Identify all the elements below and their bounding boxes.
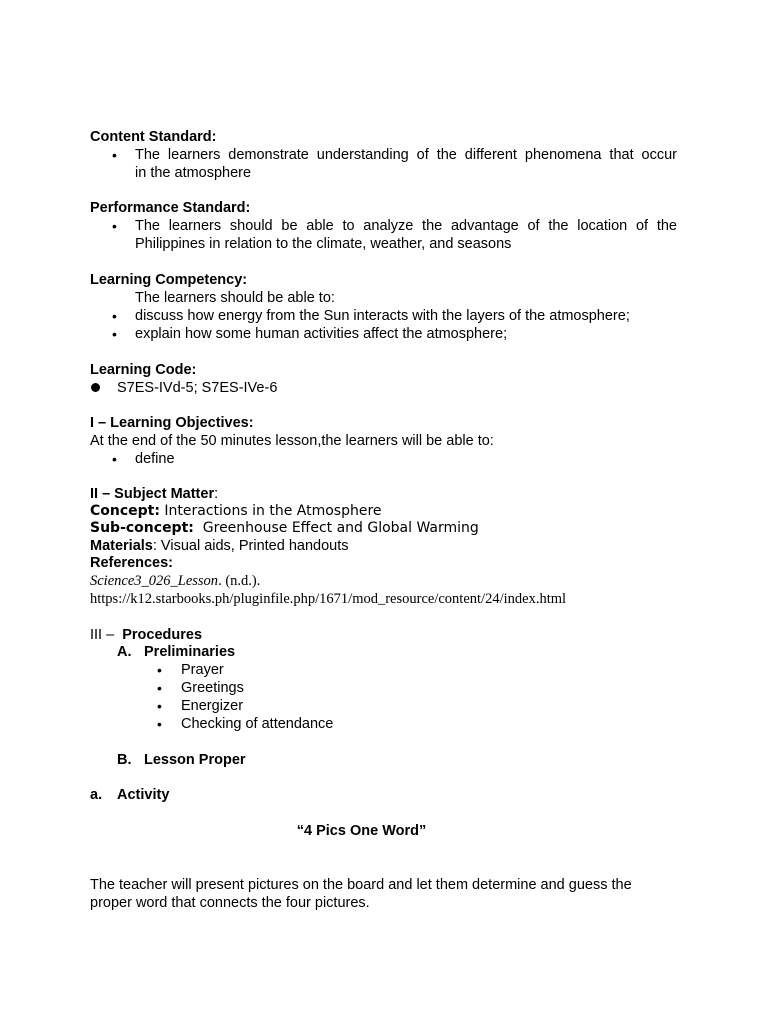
bullet-icon: • [112, 451, 117, 467]
procedures-heading-line [90, 626, 202, 644]
section-b-letter: B. [117, 752, 132, 768]
preliminary-item: Energizer [181, 698, 244, 714]
learning-competency-item: discuss how energy from the Sun interacts with the layers of the atmosphere; [135, 308, 630, 324]
procedures-heading: Procedures [122, 627, 203, 643]
learning-competency-heading: Learning Competency: [90, 272, 248, 288]
reference-title: Science3_026_Lesson [90, 573, 219, 589]
sub-a-letter: a. [90, 787, 103, 803]
performance-standard-heading: Performance Standard: [90, 200, 251, 216]
bullet-icon: • [112, 326, 117, 342]
sub-a-title: Activity [117, 787, 170, 803]
performance-standard-text-line2: Philippines in relation to the climate, weather, and seasons [135, 236, 512, 252]
concept-label: Concept: [90, 503, 160, 519]
procedures-roman: III – [90, 627, 119, 643]
bullet-icon: • [157, 698, 162, 714]
subject-matter-heading: II – Subject Matter [90, 486, 215, 502]
learning-competency-intro: The learners should be able to: [135, 290, 335, 306]
learning-objectives-intro: At the end of the 50 minutes lesson,the learners will be able to: [90, 433, 494, 449]
learning-objectives-item: define [135, 451, 175, 467]
reference-citation [90, 572, 260, 590]
content-standard-text-line2: in the atmosphere [135, 165, 252, 181]
materials-line [90, 537, 348, 555]
bullet-dot-icon [91, 383, 100, 392]
reference-url: https://k12.starbooks.ph/pluginfile.php/1671/mod_resource/content/24/index.html [90, 591, 567, 607]
materials-value: : Visual aids, Printed handouts [152, 538, 349, 554]
preliminary-item: Prayer [181, 662, 224, 678]
references-heading: References: [90, 555, 174, 571]
section-a-title: Preliminaries [144, 644, 236, 660]
bullet-icon: • [157, 716, 162, 732]
concept-value: Interactions in the Atmosphere [159, 503, 382, 519]
section-b-title: Lesson Proper [144, 752, 246, 768]
learning-code-value: S7ES-IVd-5; S7ES-IVe-6 [117, 380, 278, 396]
activity-description-line1: The teacher will present pictures on the board and let them determine and guess the [90, 877, 632, 893]
bullet-icon: • [112, 147, 117, 163]
reference-date: . (n.d.). [218, 573, 261, 589]
learning-competency-item: explain how some human activities affect the atmosphere; [135, 326, 508, 342]
content-standard-text-line1: The learners demonstrate understanding of the different phenomena that occur [135, 147, 677, 163]
subject-matter-colon: : [214, 486, 219, 502]
subconcept-value: Greenhouse Effect and Global Warming [193, 520, 479, 536]
activity-title: “4 Pics One Word” [296, 823, 427, 839]
preliminary-item: Greetings [181, 680, 244, 696]
subconcept-line [90, 519, 479, 537]
learning-objectives-heading: I – Learning Objectives: [90, 415, 254, 431]
subject-matter-heading-line [90, 485, 218, 503]
bullet-icon: • [157, 662, 162, 678]
section-a-letter: A. [117, 644, 132, 660]
bullet-icon: • [112, 308, 117, 324]
preliminary-item: Checking of attendance [181, 716, 334, 732]
performance-standard-text-line1: The learners should be able to analyze the advantage of the location of the [135, 218, 677, 234]
bullet-icon: • [112, 218, 117, 234]
concept-line [90, 502, 382, 520]
materials-label: Materials [90, 538, 153, 554]
subconcept-label: Sub-concept: [90, 520, 194, 536]
learning-code-heading: Learning Code: [90, 362, 197, 378]
bullet-icon: • [157, 680, 162, 696]
activity-description-line2: proper word that connects the four pictures. [90, 895, 370, 911]
content-standard-heading: Content Standard: [90, 129, 217, 145]
